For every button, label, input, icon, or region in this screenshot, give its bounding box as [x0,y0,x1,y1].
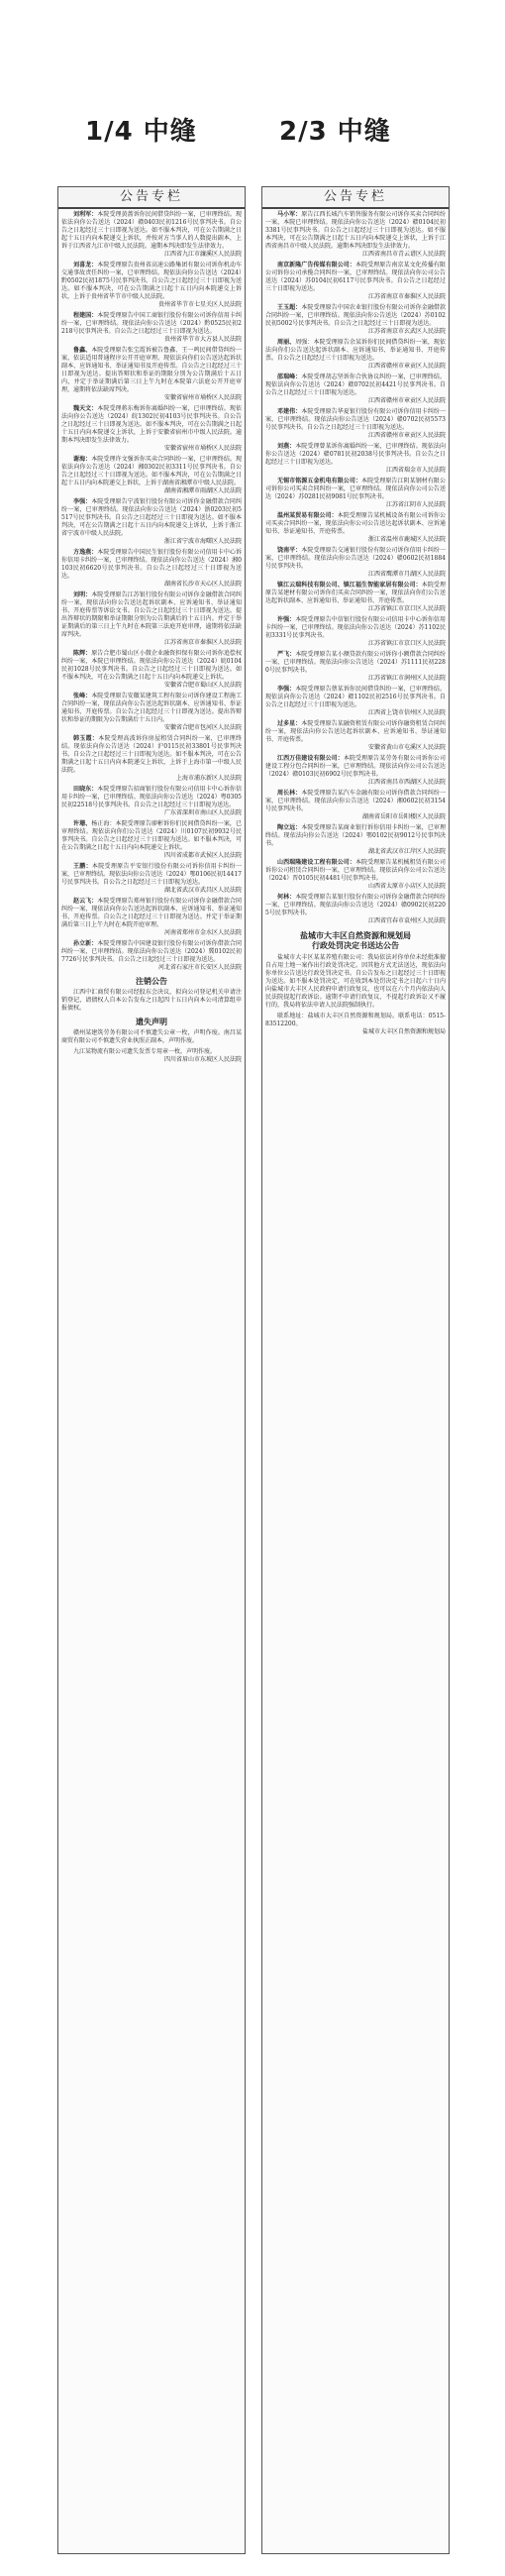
notice-item [61,786,242,817]
notice-text [265,339,446,363]
notice-body: 九江某物流有限公司遗失发票专用章一枚，声明作废。 [73,1048,217,1055]
notice-recipient: 严飞： [277,651,296,658]
notice-text [265,512,446,536]
notice-recipient: 许珊、 [73,820,92,827]
notice-text [265,755,446,779]
notice-item [265,374,446,405]
notice-body: 本院受理原告华夏银行股份有限公司诉你信用卡纠纷一案，已审理终结。现依法向你公告送达（2024）赣0702民初5573号民事判决书。自公告之日起经过三十日即视为送达。 [265,408,446,431]
notice-item [265,304,446,336]
issuing-court: 江西省南昌市西湖区人民法院 [367,779,446,786]
notice-body: 本院受理原告中国农业银行股份有限公司诉你金融借款合同纠纷一案，已审理终结。现依法向你公告送达（2024）苏0102民初5002号民事判决书。自公告之日起经过三十日即视为送达。 [265,304,446,327]
notice-recipient: 饶南平： [277,547,302,554]
issuing-court: 江西省瑞金市人民法院 [385,467,446,474]
notice-body: 本院受理原告某建材有限公司诉你们买卖合同纠纷一案，现依法向你们公告送达起诉状副本、应诉通知书、举证通知书、开庭传票。 [265,582,446,604]
issuing-court: 河北省石家庄市长安区人民法院 [157,964,242,971]
notice-text [265,1013,446,1028]
notice-item [61,989,242,1013]
issuing-court: 山西省太原市小店区人民法院 [367,883,446,890]
notice-item [61,863,242,895]
notice-text [61,1048,242,1056]
notice-recipient: 江西万佳建设有限公司： [277,755,344,762]
notice-recipient: 王鹏： [73,863,92,870]
notice-item [265,443,446,475]
notice-item [265,824,446,856]
notice-text [265,408,446,432]
notice-item [265,262,446,301]
issuing-court: 贵州省毕节市大方县人民法院 [163,336,242,343]
notice-text [265,954,446,1010]
notice-body: 本院受理许文强诉你买卖合同纠纷一案，已审理终结。现依法向你公告送达（2024）湘0302民初3311号民事判决书。自公告之日起经过三十日即视为送达。如不服本判决，可在公告期满之日起十五日内向本院递交上诉状，上诉于湖南省湘潭市中级人民法院。 [61,456,242,486]
notice-item [265,408,446,440]
notice-recipient: 温州某贸易有限公司： [277,512,338,519]
issuing-court: 广东省深圳市南山区人民法院 [163,809,242,816]
issuing-court: 湖北省武汉市武昌区人民法院 [163,887,242,894]
issuing-court: 江苏省镇江市润州区人民法院 [367,675,446,682]
notice-recipient: 田晓东： [73,786,98,793]
issuing-court: 盐城市大丰区自然资源和规划局 [361,1028,446,1035]
notice-text [61,940,242,964]
notice-text [265,616,446,640]
notice-body: 原告合肥市蜀山区小微企业融资担保有限公司诉你追偿权纠纷一案，本院已审理终结。现依法向你公告送达（2024）皖0104民初1028号民事判决书。自公告之日起经过三十日即视为送达。如不服本判决，可在公告期满之日起十五日内向本院递交上诉状。 [61,650,242,681]
notice-body: 本院受理胡志坚诉你合伙协议纠纷一案，已审理终结。现依法向你公告送达（2024）赣0702民初4421号民事判决书。自公告之日起经过三十日即视为送达。 [265,374,446,396]
notice-body: 本院受理蒋东梅诉你离婚纠纷一案，已审理终结。现依法向你公告送达（2024）皖1302民初4103号民事判决书。自公告之日起经过三十日即视为送达。如不服本判决，可在公告期满之日起十五日内向本院递交上诉状，上诉于安徽省宿州市中级人民法院。逾期本判决即发生法律效力。 [61,405,242,444]
issuing-court: 浙江省宁波市海曙区人民法院 [163,538,242,545]
notice-recipient: 过多星： [277,720,302,727]
notice-body: 本院受理原告招商银行股份有限公司信用卡中心诉你信用卡纠纷一案，已审理终结。现依法向你公告送达（2024）粤0305民初22518号民事判决书。自公告之日起经过三十日即视为送达。 [61,786,242,808]
notice-body: 赣州某建筑劳务有限公司不慎遗失公章一枚，声明作废。南昌某商贸有限公司不慎遗失营业执照正副本，声明作废。 [61,1029,242,1044]
notice-recipient: 刘燕： [277,443,296,450]
notice-body: 周强：本院受理原告余某诉你们民间借贷纠纷一案，现依法向你们公告送达起诉状副本、应诉通知书、举证通知书、开庭传票。自公告之日起经过三十日即视为送达。 [265,339,446,362]
notice-recipient: 南京新隆广告传媒有限公司： [277,262,355,268]
notice-body: 本院受理原告某银行股份有限公司诉你金融借款合同纠纷一案，已审理终结。现依法向你公告送达（2024）赣0902民初2205号民事判决书。 [265,894,446,916]
issuing-court: 江苏省南京市秦淮区人民法院 [163,639,242,646]
notice-item [265,720,446,752]
notice-text [265,720,446,744]
notice-recipient: 李强： [73,498,92,505]
notice-text [265,824,446,848]
notice-text [61,312,242,336]
notice-body: 盐城市大丰区某某养殖有限公司：我局依法对你单位未经批准擅自占用土地一案作出行政处罚决定。因其他方式无法送达，现依法向你单位公告送达行政处罚决定书。自公告发布之日起经过三十日即视为送达。如不服本处罚决定，可在收到本处罚决定书之日起六十日内向盐城市大丰区人民政府申请行政复议，也可以在六个月内依法向人民法院提起行政诉讼。逾期不申请行政复议、不提起行政诉讼又不履行的，我局将依法申请人民法院强制执行。 [265,954,446,1009]
notice-body: 本院受理原告某机械设备有限公司诉你公司买卖合同纠纷一案，现依法向你公司公告送达起诉状副本、应诉通知书、举证通知书、开庭传票。 [265,512,446,535]
notice-body: 本院受理原告某商业银行诉你信用卡纠纷一案，已审理终结。现依法向你公告送达（2024）鄂0102民初9012号民事判决书。 [265,824,446,847]
notice-body: 本院受理原告中国建设银行股份有限公司诉你借款合同纠纷一案，已审理终结。现依法向你公告送达（2024）冀0102民初7726号民事判决书。自公告之日起经过三十日即视为送达。 [61,940,242,963]
notice-text [61,1029,242,1045]
notice-item [61,1048,242,1064]
column-body [262,209,449,1036]
notice-column-right [261,186,450,2554]
issuing-court: 江西省赣州市章贡区人民法院 [367,397,446,404]
notice-body: 本院受理原告交通银行股份有限公司诉你信用卡纠纷一案，已审理终结。现依法向你公告送达（2024）赣0602民初1884号民事判决书。 [265,547,446,570]
issuing-court: 安徽省宿州市埇桥区人民法院 [163,394,242,401]
notice-recipient: 何林： [277,894,296,901]
notice-text [61,863,242,887]
section-title: 注销公告 [136,977,167,986]
issuing-court: 湖南省岳阳市岳阳楼区人民法院 [361,813,446,820]
issuing-court: 安徽省宿州市埇桥区人民法院 [163,445,242,452]
notice-body: 本院受理原告某汽车金融有限公司诉你借款合同纠纷一案，已审理终结。现依法向你公告送达（2024）湘0602民初3154号民事判决书。 [265,790,446,812]
notice-text [61,262,242,301]
notice-text [265,262,446,293]
notice-body: 本院受理黄蔷诉你民间借贷纠纷一案，已审理终结。现依法向你公告送达（2024）赣0403民初1216号民事判决书。自公告之日起经过三十日即视为送达。如不服本判决，可在公告期满之日起十五日内向本院递交上诉状，并按对方当事人的人数提出副本，上诉于江西省九江市中级人民法院。逾期本判决即发生法律效力。 [61,211,242,250]
notice-text [61,786,242,809]
notice-body: 本院受理原告张宝霞诉被告鲁鑫、王一鸣民间借贷纠纷一案，依法适用普通程序公开开庭审理。现依法向你们公告送达起诉状副本、应诉通知书、举证通知书及开庭传票。自公告之日起经过三十日即视为送达。提出答辩状和举证的期限分别为公告期满后十五日内，并定于举证期满后第三日上午九时在本院第六法庭公开开庭审理，逾期将依法缺席判决。 [61,347,242,393]
notice-item [265,686,446,717]
notice-text [61,591,242,639]
issuing-court: 湖北省武汉市江岸区人民法院 [367,848,446,855]
notice-recipient: 周丽、 [277,339,296,346]
notice-text [61,650,242,682]
notice-item [61,347,242,402]
notice-recipient: 韩玉霞： [73,735,99,742]
fold-label-right: 2/3 中缝 [279,117,391,147]
notice-body: 本院受理原告贵州省高速公路集团有限公司诉你机动车交通事故责任纠纷一案，已审理终结。现依法向你公告送达（2024）黔0502民初1875号民事判决书。自公告之日起经过三十日即视为送达。如不服本判决，可在公告期满之日起十五日内向本院递交上诉状，上诉于贵州省毕节市中级人民法院。 [61,262,242,300]
notice-body: 本院受理原告江苏银行股份有限公司诉你金融借款合同纠纷一案，现依法向你公告送达起诉状副本、应诉通知书、举证通知书、开庭传票等诉讼文书。自公告之日起经过三十日即视为送达。提出答辩状的期限和举证期限分别为公告期满后的十五日内。并定于举证期满后的第三日上午九时在本院第三法庭开庭审理，逾期将依法缺席判决。 [61,591,242,638]
notice-text [265,547,446,571]
column-header: 公告专栏 [262,187,449,209]
notice-recipient: 山西瑞隆建设工程有限公司： [277,859,355,866]
notice-text [265,582,446,605]
notice-item [265,894,446,925]
notice-column-left [57,186,246,2554]
notice-body: 本院受理原告南京某文化传播有限公司诉你公司承揽合同纠纷一案，已审理终结。现依法向你公司公告送达（2024）苏0104民初6117号民事判决书。自公告之日起经过三十日即视为送达。 [265,262,446,292]
notice-text [61,498,242,538]
notice-text [61,347,242,394]
notice-title: 盐城市大丰区自然资源和规划局 行政处罚决定书送达公告 [300,931,411,950]
notice-item [61,735,242,783]
issuing-court: 河南省郑州市金水区人民法院 [163,929,242,936]
notice-body: 本院受理原告某劳务有限公司诉你公司建设工程分包合同纠纷一案，已审理终结。现依法向你公司公告送达（2024）赣0103民初6902号民事判决书。 [265,755,446,778]
notice-item [265,339,446,371]
notice-item [61,693,242,732]
notice-item [61,549,242,589]
notice-item [265,211,446,259]
notice-text [61,549,242,581]
notice-item [265,954,446,1010]
notice-recipient: 孙立新： [73,940,98,947]
issuing-court: 四川省成都市武侯区人民法院 [163,852,242,859]
issuing-court: 江西省九江市濂溪区人民法院 [163,251,242,258]
notice-recipient: 邵瑞峰： [277,374,302,380]
issuing-court: 江西省上饶市信州区人民法院 [367,709,446,716]
notice-item [61,898,242,937]
notice-item [265,859,446,891]
notice-text [265,211,446,251]
notice-item [265,478,446,509]
notice-body: 本院受理原告平安银行股份有限公司诉你信用卡纠纷一案，已审理终结。现依法向你公告送达（2024）鄂0106民初14417号民事判决书。自公告之日起经过三十日即视为送达。 [61,863,242,886]
notice-body: 本院受理高波诉你房屋租赁合同纠纷一案，已审理终结。现依法向你公告送达（2024）沪0115民初33801号民事判决书。自公告之日起经过三十日即视为送达。如不服本判决，可在公告期满之日起十五日内向本院递交上诉状，上诉于上海市第一中级人民法院。 [61,735,242,774]
notice-body: 本院受理曾某诉你离婚纠纷一案，已审理终结。现依法向你公告送达（2024）赣0781民初2038号民事判决书。自公告之日起经过三十日即视为送达。 [265,443,446,466]
notice-recipient: 张峰： [73,693,92,699]
header-gap [0,0,505,168]
notice-text [61,456,242,487]
notice-item [61,591,242,647]
notice-recipient: 无锡市铭源五金机电有限公司： [277,478,362,484]
notice-item [61,940,242,972]
notice-recipient: 镇江云瑞科技有限公司、镇江福生智能家居有限公司： [277,582,422,589]
notice-text [61,405,242,445]
notice-recipient: 程建国： [73,312,98,319]
notice-item [265,582,446,613]
notice-text [265,651,446,675]
issuing-court: 江苏省江阴市人民法院 [385,501,446,508]
notice-body: 本院受理原告郑州银行股份有限公司诉你金融借款合同纠纷一案，现依法向你公告送达起诉状副本、应诉通知书、举证通知书、开庭传票。自公告之日起经过三十日即视为送达。并定于举证期满后第三日上午九时在本院开庭审理。 [61,898,242,928]
notice-recipient: 马小军： [277,211,302,218]
issuing-court: 上海市浦东新区人民法院 [175,775,242,782]
notice-item [61,456,242,495]
notice-body: 杨正海：本院受理原告廖彬诉你们民间借贷纠纷一案，已审理终结。现依法向你们公告送达（2024）川0107民初9932号民事判决书。自公告之日起经过三十日即视为送达。如不服本判决，可在公告期满之日起十五日内向本院递交上诉状。 [61,820,242,851]
notice-body: 原告江西长城汽车销售服务有限公司诉你买卖合同纠纷一案，本院已审理终结。现依法向你公告送达（2024）赣0104民初3381号民事判决书。自公告之日起经过三十日即视为送达。如不服本判决，可在公告期满之日起十五日内向本院递交上诉状，上诉于江西省南昌市中级人民法院。逾期本判决即发生法律效力。 [265,211,446,250]
issuing-court: 湖南省湘潭市雨湖区人民法院 [163,487,242,494]
notice-text [61,898,242,929]
notice-text [265,374,446,397]
issuing-court: 浙江省温州市鹿城区人民法院 [367,536,446,543]
notice-item [265,755,446,787]
notice-item [61,262,242,309]
notice-item [265,651,446,683]
notice-body: 本院受理原告某融资租赁有限公司诉你融资租赁合同纠纷一案，现依法向你公告送达起诉状副本、应诉通知书、举证通知书、开庭传票。 [265,720,446,743]
notice-text [265,478,446,501]
notice-body: 联系地址：盐城市大丰区自然资源和规划局。联系电话：0515-83512200。 [265,1013,446,1027]
notice-body: 本院受理原告中国民生银行股份有限公司信用卡中心诉你信用卡纠纷一案，已审理终结。现依法向你公告送达（2024）湘0103民初6620号民事判决书。自公告之日起经过三十日即视为送达。 [61,549,242,580]
notice-item [61,312,242,344]
notice-body: 本院受理原告安徽某建筑工程有限公司诉你建设工程施工合同纠纷一案，现依法向你公告送达起诉状副本、应诉通知书、举证通知书、开庭传票。自公告之日起经过三十日即视为送达。提出答辩状和举证的期限为公告期满后十五日内。 [61,693,242,723]
notice-recipient: 陈辉： [73,650,92,657]
notice-text [61,989,242,1013]
issuing-court: 贵州省毕节市七星关区人民法院 [157,301,242,308]
notice-item [265,512,446,544]
notice-text [265,790,446,813]
issuing-court: 安徽省合肥市包河区人民法院 [163,724,242,731]
column-header: 公告专栏 [58,187,245,209]
column-body [58,209,245,1064]
notice-text [265,686,446,709]
notice-recipient: 周长林： [277,790,302,797]
notice-item [61,211,242,259]
issuing-court: 四川省眉山市东坡区人民法院 [163,1056,242,1063]
notice-recipient: 刘明： [73,591,92,598]
issuing-court: 江苏省南京市玄武区人民法院 [367,328,446,335]
notice-item [61,498,242,546]
notice-recipient: 魏天文： [73,405,98,412]
issuing-court: 江苏省镇江市京口区人民法院 [367,605,446,612]
notice-text [61,693,242,724]
section-title: 遗失声明 [136,1018,167,1026]
notice-text [61,211,242,251]
notice-text [61,820,242,852]
issuing-court: 安徽省合肥市蜀山区人民法院 [163,682,242,689]
notice-body: 本院受理原告宁波银行股份有限公司诉你金融借款合同纠纷一案，已审理终结。现依法向你公告送达（2024）浙0203民初5517号民事判决书。自公告之日起经过三十日即视为送达。如不服本判决，可在公告期满之日起十五日内向本院递交上诉状，上诉于浙江省宁波市中级人民法院。 [61,498,242,537]
issuing-court: 江苏省镇江市京口区人民法院 [367,640,446,647]
notice-text [265,443,446,467]
notice-recipient: 刘喜龙： [73,262,98,268]
notice-recipient: 李强： [277,686,296,693]
notice-body: 本院受理原告蔡某诉你民间借贷纠纷一案，已审理终结。现依法向你公告送达（2024）赣1102民初2516号民事判决书。自公告之日起经过三十日即视为送达。 [265,686,446,708]
notice-item [61,820,242,860]
issuing-court: 江苏省南京市秦淮区人民法院 [367,293,446,300]
notice-item [265,1013,446,1036]
notice-recipient: 鲁鑫、 [73,347,92,354]
notice-recipient: 刘利军： [73,211,98,218]
notice-text [265,304,446,328]
notice-text [265,859,446,883]
notice-body: 本院受理原告某小额贷款有限公司诉你小额借款合同纠纷一案，已审理终结。现依法向你公告送达（2024）苏1111民初2280号民事判决书。 [265,651,446,674]
notice-recipient: 陶立远： [277,824,302,831]
notice-text [61,735,242,775]
issuing-court: 江西省赣州市章贡区人民法院 [367,363,446,370]
notice-item [265,616,446,648]
issuing-court: 江西省宜春市袁州区人民法院 [367,917,446,924]
notice-item [265,790,446,821]
notice-text [265,894,446,917]
notice-body: 江西中汇商贸有限公司经股东会决议，拟向公司登记机关申请注销登记，请债权人自本公告发布之日起四十五日内向本公司清算组申报债权。 [61,989,242,1012]
issuing-court: 安徽省黄山市屯溪区人民法院 [367,744,446,751]
notice-item [265,547,446,579]
notice-recipient: 许强： [277,616,296,623]
notice-recipient: 赵云飞： [73,898,98,905]
notice-recipient: 王玉超： [277,304,302,311]
notice-recipient: 谢海： [73,456,92,463]
notice-body: 本院受理原告江阴某钢材有限公司诉你公司买卖合同纠纷一案，已审理终结。现依法向你公司公告送达（2024）苏0281民初9081号民事判决书。 [265,478,446,500]
notice-item [61,650,242,690]
notice-body: 本院受理原告中信银行股份有限公司信用卡中心诉你信用卡纠纷一案，已审理终结。现依法向你公告送达（2024）苏1102民初3331号民事判决书。 [265,616,446,639]
issuing-court: 江西省鹰潭市月湖区人民法院 [367,571,446,578]
fold-label-left: 1/4 中缝 [85,117,197,147]
notice-item [61,1029,242,1045]
notice-item [61,405,242,453]
issuing-court: 湖南省长沙市天心区人民法院 [163,581,242,588]
issuing-court: 江西省赣州市章贡区人民法院 [367,432,446,439]
notice-recipient: 方逸燕： [73,549,98,556]
notice-recipient: 邓建伟： [277,408,302,415]
issuing-court: 江西省南昌市青云谱区人民法院 [361,251,446,258]
notice-body: 本院受理原告某机械租赁有限公司诉你公司租赁合同纠纷一案，已审理终结。现依法向你公司公告送达（2024）晋0105民初4481号民事判决书。 [265,859,446,882]
notice-body: 本院受理原告中国工商银行股份有限公司诉你信用卡纠纷一案，已审理终结。现依法向你公告送达（2024）黔0525民初2218号民事判决书。自公告之日起经过三十日即视为送达。 [61,312,242,335]
